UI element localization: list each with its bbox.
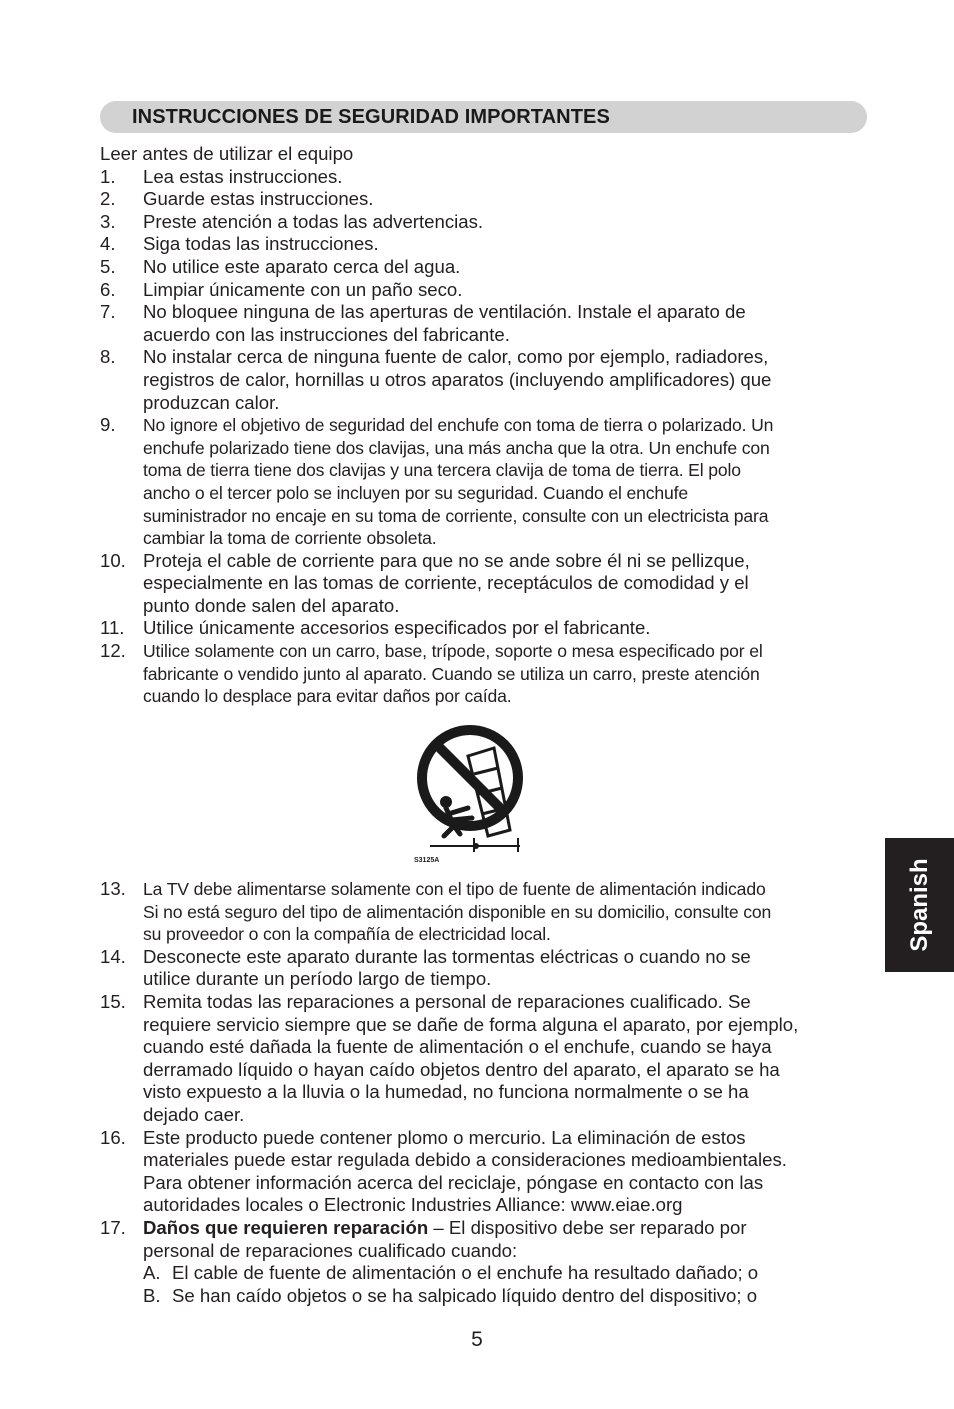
sub-item: A. El cable de fuente de alimentación o el enchufe ha resultado dañado; o [143,1262,759,1284]
list-item: 12. Utilice solamente con un carro, base, trípode, soporte o mesa especificado por el fabricante o vendido junto al aparato. Cuando se utiliza un carro, preste atención cuando lo desplace para evitar daños por caída. [100,640,763,707]
sub-item: B. Se han caído objetos o se ha salpicado líquido dentro del dispositivo; o [143,1284,758,1306]
list-item: 10. Proteja el cable de corriente para que no se ande sobre él ni se pellizque, especialmente en las tomas de corriente, receptáculos de comodidad y el punto donde salen del aparato. [100,549,750,616]
intro-text: Leer antes de utilizar el equipo [100,143,354,164]
safety-list-top [100,143,880,708]
list-item: 8. No instalar cerca de ninguna fuente de calor, como por ejemplo, radiadores, registros de calor, hornillas u otros aparatos (incluyendo amplificadores) que produzcan calor. [100,346,772,413]
language-tab-label: Spanish [905,858,933,952]
figure-code: S3125A [414,857,440,864]
list-item: 4. Siga todas las instrucciones. [100,233,379,255]
cart-tip-over-warning-icon [396,722,546,864]
list-item: 6. Limpiar únicamente con un paño seco. [100,278,463,300]
language-tab [885,838,954,972]
list-item: 11. Utilice únicamente accesorios especificados por el fabricante. [100,617,651,639]
cart-warning-figure [396,722,546,864]
safety-list-bottom [100,878,880,1307]
page-number: 5 [471,1328,483,1351]
list-item: 9. No ignore el objetivo de seguridad del enchufe con toma de tierra o polarizado. Un enchufe polarizado tiene dos clavijas, una más ancha que la otra. Un enchufe con toma de tierra tiene dos clavijas y una tercera clavija de toma de tierra. El polo ancho o el tercer polo se incluyen por su seguridad. Cuando el enchufe suministrador no encaje en su toma de corriente, consulte con un electricista para cambiar la toma de corriente obsoleta. [100,414,774,549]
section-title: INSTRUCCIONES DE SEGURIDAD IMPORTANTES [132,106,610,128]
list-item: 15. Remita todas las reparaciones a personal de reparaciones cualificado. Se requiere servicio siempre que se dañe de forma alguna el aparato, por ejemplo, cuando esté dañada la fuente de alimentación o el enchufe, cuando se haya derramado líquido o hayan caído objetos dentro del aparato, el aparato se ha visto expuesto a la lluvia o la humedad, no funciona normalmente o se ha dejado caer. [100,990,799,1125]
list-item: 1. Lea estas instrucciones. [100,165,343,187]
list-item: 7. No bloquee ninguna de las aperturas de ventilación. Instale el aparato de acuerdo con las instrucciones del fabricante. [100,301,746,345]
list-item: 2. Guarde estas instrucciones. [100,188,374,210]
list-item: 13. La TV debe alimentarse solamente con el tipo de fuente de alimentación indicado Si no está seguro del tipo de alimentación disponible en su domicilio, consulte con su proveedor o con la compañía de electricidad local. [100,878,772,945]
list-item: 14. Desconecte este aparato durante las tormentas eléctricas o cuando no se utilice durante un período largo de tiempo. [100,945,751,990]
list-item: 5. No utilice este aparato cerca del agua. [100,255,461,277]
list-item: 17. Daños que requieren reparación – El dispositivo debe ser reparado por personal de reparaciones cualificado cuando: A. El cable de fuente de alimentación o el enchufe ha resultado dañado; o B. Se han caído objetos o se ha salpicado líquido dentro del dispositivo; o [100,1217,880,1307]
list-item: 16. Este producto puede contener plomo o mercurio. La eliminación de estos materiales puede estar regulada debido a consideraciones medioambientales. Para obtener información acerca del reciclaje, póngase en contacto con las autoridades locales o Electronic Industries Alliance: www.eiae.org [100,1126,787,1216]
list-item: 3. Preste atención a todas las advertencias. [100,210,484,232]
section-header-banner [100,101,867,133]
repair-heading: Daños que requieren reparación [143,1216,429,1238]
